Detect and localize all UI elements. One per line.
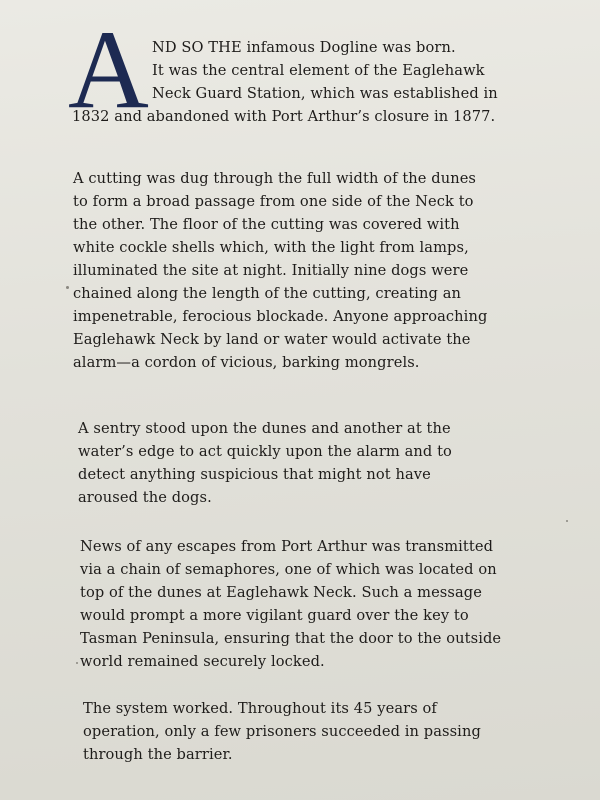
text-line: A cutting was dug through the full width of the dunes (73, 170, 477, 187)
text-line: It was the central element of the Eaglehawk (152, 62, 485, 79)
text-line: world remained securely locked. (80, 653, 325, 670)
text-line: water’s edge to act quickly upon the alarm and to (78, 443, 452, 460)
text-line: aroused the dogs. (78, 489, 212, 506)
text-line: operation, only a few prisoners succeeded in passing (83, 723, 481, 740)
text-line: 1832 and abandoned with Port Arthur’s closure in 1877. (72, 108, 496, 125)
text-line: Eaglehawk Neck by land or water would activate the (73, 331, 471, 348)
text-line: detect anything suspicious that might not have (78, 466, 431, 483)
text-line: the other. The floor of the cutting was covered with (73, 216, 460, 233)
text-line: alarm—a cordon of vicious, barking mongrels. (73, 354, 420, 371)
text-line: ND SO THE infamous Dogline was born. (152, 39, 456, 56)
text-line: through the barrier. (83, 746, 233, 763)
text-line: The system worked. Throughout its 45 years of (83, 700, 437, 717)
text-line: to form a broad passage from one side of the Neck to (73, 193, 474, 210)
text-line: impenetrable, ferocious blockade. Anyone approaching (73, 308, 488, 325)
surface-speck (76, 662, 78, 664)
text-line: A sentry stood upon the dunes and another at the (78, 420, 451, 437)
text-line: chained along the length of the cutting, creating an (73, 285, 462, 302)
text-line: white cockle shells which, with the light from lamps, (73, 239, 469, 256)
paragraph-conclusion (83, 697, 481, 766)
text-line: would prompt a more vigilant guard over the key to (80, 607, 469, 624)
paragraph-sentry (78, 417, 452, 509)
text-line: via a chain of semaphores, one of which was located on (80, 561, 497, 578)
text-line: Neck Guard Station, which was established in (152, 85, 498, 102)
paragraph-intro (72, 36, 498, 128)
text-line: illuminated the site at night. Initially nine dogs were (73, 262, 469, 279)
text-line: top of the dunes at Eaglehawk Neck. Such a message (80, 584, 482, 601)
drop-cap-letter: A (68, 8, 149, 132)
surface-speck (566, 520, 568, 522)
paragraph-cutting (73, 167, 487, 374)
text-line: News of any escapes from Port Arthur was transmitted (80, 538, 494, 555)
surface-speck (66, 286, 69, 289)
text-line: Tasman Peninsula, ensuring that the door to the outside (80, 630, 502, 647)
paragraph-semaphores (80, 535, 501, 673)
